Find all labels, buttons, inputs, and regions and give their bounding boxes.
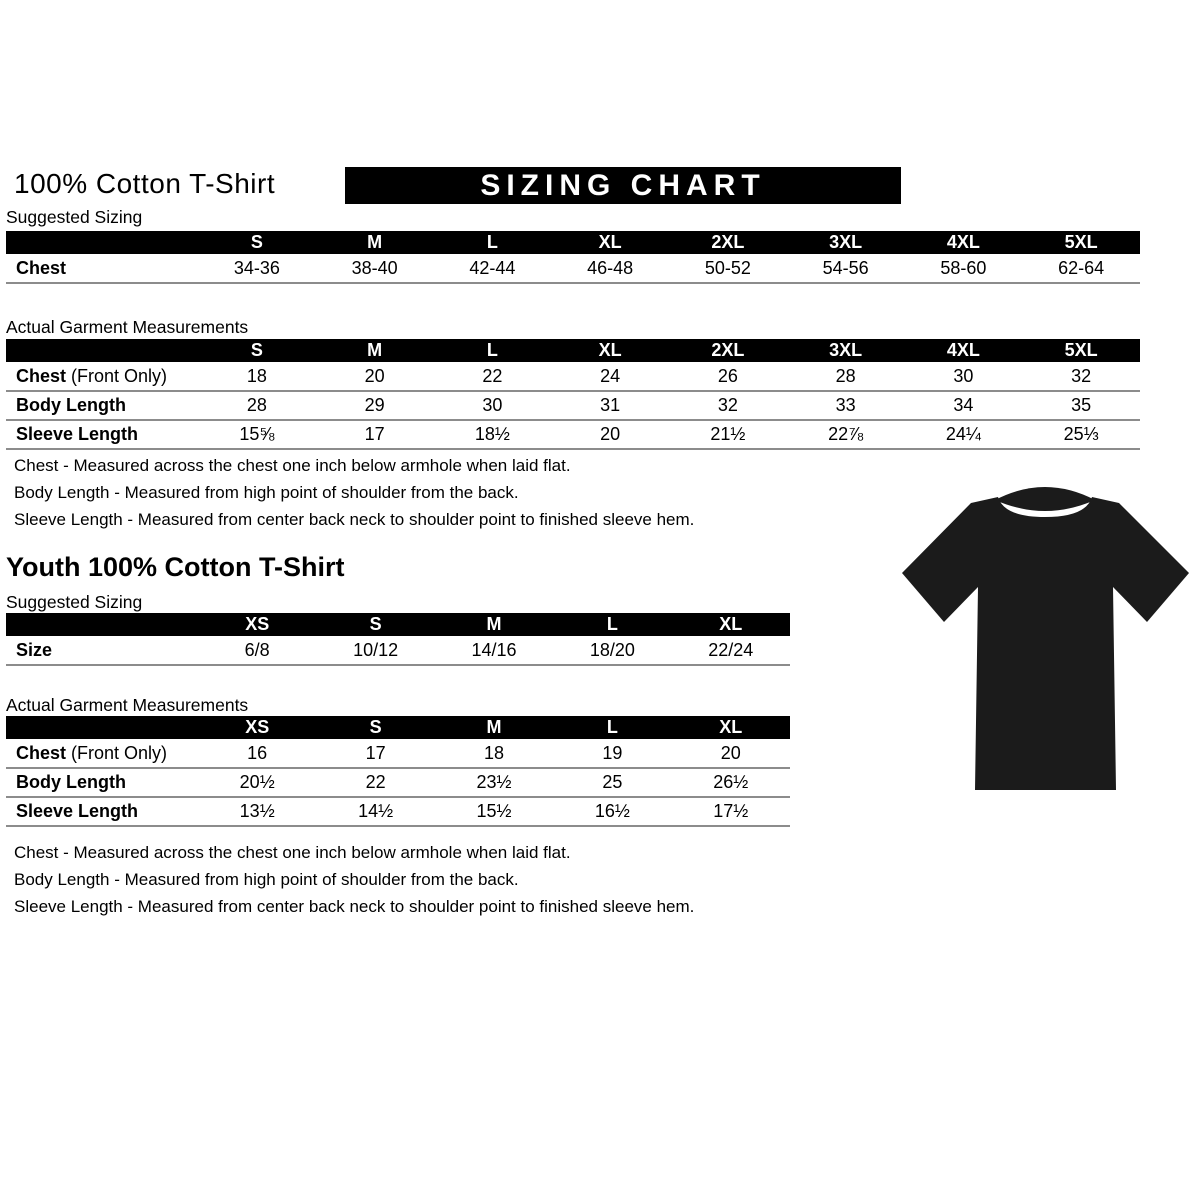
- size-header: 3XL: [787, 339, 905, 362]
- table-row: [6, 636, 790, 665]
- size-header: 3XL: [787, 231, 905, 254]
- measurement-cell: 22⅞: [828, 424, 864, 444]
- row-label: Size: [16, 639, 53, 660]
- size-header: XS: [198, 716, 316, 739]
- measurement-cell: 15⅝: [239, 424, 275, 444]
- row-label: Sleeve Length: [16, 424, 139, 444]
- size-header: XL: [551, 339, 669, 362]
- adult-actual-label: Actual Garment Measurements: [6, 317, 249, 337]
- measurement-cell: 30: [953, 365, 974, 386]
- size-header: 2XL: [669, 231, 787, 254]
- measurement-cell: 18/20: [589, 639, 635, 660]
- measurement-cell: 24: [600, 365, 621, 386]
- row-label: Body Length: [16, 395, 126, 415]
- size-header: M: [316, 231, 434, 254]
- measurement-cell: 17½: [713, 801, 749, 821]
- youth-actual-label: Actual Garment Measurements: [6, 695, 249, 715]
- size-header: L: [434, 339, 552, 362]
- youth-suggested-table: [6, 613, 790, 666]
- measurement-cell: 18: [246, 365, 267, 386]
- measurement-cell: 62-64: [1058, 257, 1105, 278]
- measurement-cell: 54-56: [822, 257, 869, 278]
- note-line: Sleeve Length - Measured from center back neck to shoulder point to finished sleeve hem.: [14, 897, 695, 916]
- measurement-cell: 46-48: [587, 257, 634, 278]
- tshirt-silhouette: [902, 497, 1189, 790]
- measurement-cell: 30: [482, 395, 503, 415]
- size-header: XL: [672, 613, 790, 636]
- size-header: L: [553, 613, 671, 636]
- measurement-cell: 50-52: [704, 257, 751, 278]
- measurement-cell: 28: [835, 365, 856, 386]
- measurement-cell: 25⅓: [1063, 424, 1099, 444]
- measurement-cell: 32: [717, 395, 738, 415]
- measurement-cell: 20: [600, 424, 621, 444]
- note-line: Chest - Measured across the chest one inch below armhole when laid flat.: [14, 843, 571, 862]
- adult-suggested-table: [6, 231, 1140, 284]
- adult-measurement-notes: [14, 456, 694, 537]
- size-header: M: [435, 716, 553, 739]
- row-label: Chest (Front Only): [16, 742, 168, 763]
- measurement-cell: 10/12: [353, 639, 399, 660]
- row-label: Chest (Front Only): [16, 365, 168, 386]
- size-header-blank: [6, 613, 198, 636]
- table-row: [6, 362, 1140, 391]
- measurement-cell: 20: [364, 365, 385, 386]
- tshirt-image: [897, 470, 1193, 810]
- measurement-cell: 58-60: [940, 257, 987, 278]
- measurement-cell: 17: [365, 742, 386, 763]
- size-header: XS: [198, 613, 316, 636]
- measurement-cell: 35: [1071, 395, 1092, 415]
- size-header-row: [6, 716, 790, 739]
- table-row: [6, 254, 1140, 283]
- measurement-cell: 34-36: [233, 257, 280, 278]
- size-header: M: [316, 339, 434, 362]
- note-line: Sleeve Length - Measured from center back neck to shoulder point to finished sleeve hem.: [14, 510, 695, 529]
- measurement-cell: 22: [482, 365, 503, 386]
- measurement-cell: 34: [953, 395, 974, 415]
- tshirt-collar: [995, 487, 1095, 511]
- table-row: [6, 768, 790, 797]
- measurement-cell: 13½: [239, 801, 275, 821]
- size-header: L: [434, 231, 552, 254]
- measurement-cell: 24¼: [945, 424, 981, 444]
- size-header: S: [316, 613, 434, 636]
- youth-actual-table: [6, 716, 790, 827]
- measurement-cell: 16: [247, 742, 268, 763]
- measurement-cell: 28: [246, 395, 267, 415]
- sizing-chart-banner: SIZING CHART: [345, 167, 901, 204]
- measurement-cell: 21½: [710, 424, 746, 444]
- measurement-cell: 26: [717, 365, 738, 386]
- measurement-cell: 20½: [239, 772, 275, 792]
- measurement-cell: 17: [364, 424, 385, 444]
- measurement-cell: 26½: [713, 772, 749, 792]
- measurement-cell: 38-40: [351, 257, 398, 278]
- measurement-cell: 31: [600, 395, 621, 415]
- measurement-cell: 16½: [594, 801, 630, 821]
- size-header: M: [435, 613, 553, 636]
- size-header: 5XL: [1022, 231, 1140, 254]
- size-header: L: [553, 716, 671, 739]
- size-header: XL: [672, 716, 790, 739]
- size-header: 4XL: [905, 339, 1023, 362]
- size-header-row: [6, 339, 1140, 362]
- adult-suggested-label: Suggested Sizing: [6, 207, 143, 227]
- measurement-cell: 22/24: [708, 639, 754, 660]
- measurement-cell: 20: [720, 742, 741, 763]
- adult-actual-table: [6, 339, 1140, 450]
- measurement-cell: 14/16: [471, 639, 517, 660]
- measurement-cell: 32: [1071, 365, 1092, 386]
- row-label: Body Length: [16, 772, 126, 792]
- measurement-cell: 15½: [476, 801, 512, 821]
- measurement-cell: 18½: [474, 424, 510, 444]
- size-header: 2XL: [669, 339, 787, 362]
- note-line: Chest - Measured across the chest one inch below armhole when laid flat.: [14, 456, 571, 475]
- youth-measurement-notes: [14, 843, 694, 924]
- size-header: 5XL: [1022, 339, 1140, 362]
- measurement-cell: 33: [835, 395, 856, 415]
- measurement-cell: 25: [602, 772, 623, 792]
- table-row: [6, 739, 790, 768]
- measurement-cell: 19: [602, 742, 623, 763]
- size-header: S: [198, 339, 316, 362]
- row-label: Sleeve Length: [16, 801, 139, 821]
- measurement-cell: 23½: [476, 772, 512, 792]
- measurement-cell: 18: [483, 742, 504, 763]
- page-title: 100% Cotton T-Shirt: [14, 168, 276, 199]
- size-header-row: [6, 231, 1140, 254]
- youth-suggested-label: Suggested Sizing: [6, 592, 143, 612]
- size-header-blank: [6, 716, 198, 739]
- size-header: XL: [551, 231, 669, 254]
- table-row: [6, 391, 1140, 420]
- measurement-cell: 29: [364, 395, 385, 415]
- youth-title: Youth 100% Cotton T-Shirt: [6, 552, 345, 582]
- table-row: [6, 797, 790, 826]
- note-line: Body Length - Measured from high point of shoulder from the back.: [14, 483, 519, 502]
- size-header: S: [198, 231, 316, 254]
- note-line: Body Length - Measured from high point of shoulder from the back.: [14, 870, 519, 889]
- size-header-blank: [6, 231, 198, 254]
- size-header-blank: [6, 339, 198, 362]
- size-header-row: [6, 613, 790, 636]
- measurement-cell: 6/8: [244, 639, 270, 660]
- row-label: Chest: [16, 257, 67, 278]
- measurement-cell: 14½: [358, 801, 394, 821]
- table-row: [6, 420, 1140, 449]
- measurement-cell: 42-44: [469, 257, 516, 278]
- size-header: S: [316, 716, 434, 739]
- measurement-cell: 22: [365, 772, 386, 792]
- size-header: 4XL: [905, 231, 1023, 254]
